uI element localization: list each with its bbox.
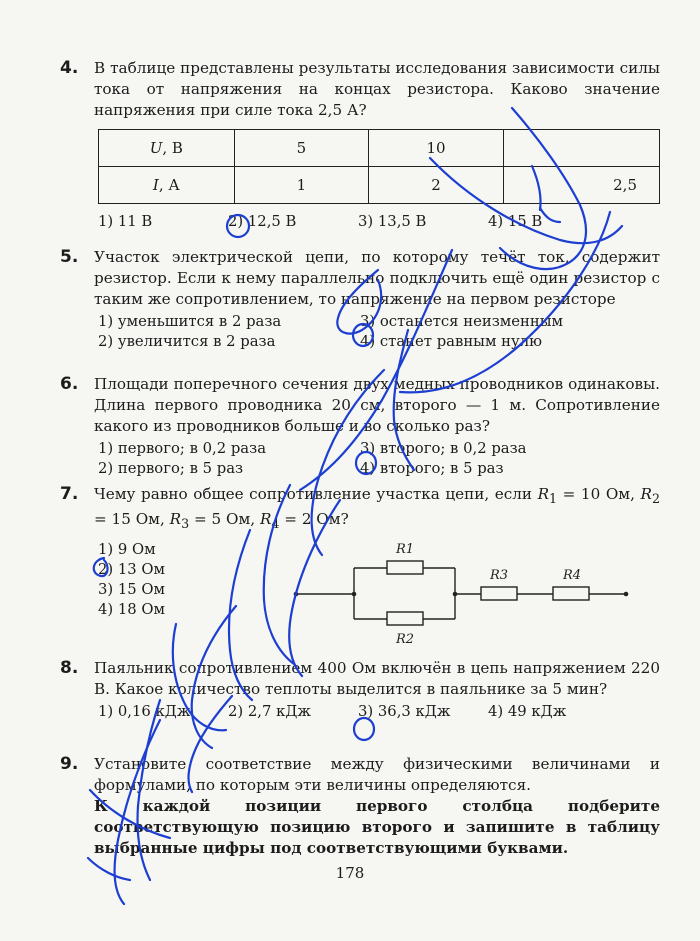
- page-number: 178: [335, 864, 365, 882]
- table-cell: 5: [234, 130, 368, 167]
- answer-option[interactable]: 2) первого; в 5 раз: [98, 460, 244, 477]
- answer-option[interactable]: 4) второго; в 5 раз: [360, 460, 504, 477]
- answer-option[interactable]: 2) 12,5 В: [228, 213, 297, 230]
- resistor-r1: [387, 561, 423, 574]
- answer-option[interactable]: 4) станет равным нулю: [360, 333, 543, 350]
- answer-option[interactable]: 3) 36,3 кДж: [358, 703, 451, 720]
- question-number: 7.: [60, 484, 79, 504]
- answer-option[interactable]: 3) 13,5 В: [358, 213, 427, 230]
- question-number: 6.: [60, 374, 79, 394]
- answer-option[interactable]: 2) увеличится в 2 раза: [98, 333, 276, 350]
- table-cell: 2: [369, 167, 504, 204]
- answer-option[interactable]: 1) 0,16 кДж: [98, 703, 191, 720]
- answer-option[interactable]: 1) 9 Ом: [98, 541, 156, 559]
- label-r3: R3: [490, 568, 509, 583]
- answer-option[interactable]: 2) 2,7 кДж: [228, 703, 312, 720]
- answer-option[interactable]: 3) останется неизменным: [360, 313, 564, 330]
- answer-option[interactable]: 4) 18 Ом: [98, 601, 166, 619]
- question-number: 5.: [60, 247, 79, 267]
- resistor-r3: [481, 587, 517, 600]
- answer-option[interactable]: 1) первого; в 0,2 раза: [98, 440, 267, 457]
- question-text: Установите соответствие между физическими величинами и формулами, по которым эти величины определяются.: [94, 755, 660, 794]
- question-text: Чему равно общее сопротивление участка цепи, если $R_1 = 10$ Ом, $R_2 = 15$ Ом, $R_3 = 5$ Ом, $R_4 = 2$ Ом?: [94, 485, 660, 532]
- answer-option[interactable]: 4) 15 В: [488, 213, 543, 230]
- label-r2: R2: [396, 632, 415, 647]
- question-number: 9.: [60, 754, 79, 774]
- label-r4: R4: [563, 568, 582, 583]
- resistor-r2: [387, 612, 423, 625]
- question-text: Паяльник сопротивлением 400 Ом включён в цепь напряжением 220 В. Какое количество теплоты выделится в паяльнике за 5 мин?: [94, 659, 660, 698]
- answer-option[interactable]: 3) 15 Ом: [98, 581, 166, 599]
- question-8: [60, 658, 660, 722]
- table-cell: 2,5: [503, 167, 659, 204]
- table-cell: 10: [369, 130, 504, 167]
- answer-option[interactable]: 3) второго; в 0,2 раза: [360, 440, 527, 457]
- answer-options: [98, 702, 660, 722]
- table-cell: 1: [234, 167, 368, 204]
- question-number: 8.: [60, 658, 79, 678]
- junction-node: [352, 592, 357, 597]
- table-header-cell: U, В: [99, 130, 235, 167]
- terminal-right: [624, 592, 629, 597]
- answer-option[interactable]: 1) 11 В: [98, 213, 153, 230]
- question-text: Площади поперечного сечения двух медных проводников одинаковы. Длина первого проводника 20 см, второго — 1 м. Сопротивление какого из проводников больше и во сколько раз?: [94, 375, 660, 435]
- answer-option[interactable]: 4) 49 кДж: [488, 703, 567, 720]
- question-text: В таблице представлены результаты исследования зависимости силы тока от напряжения на концах резистора. Каково значение напряжения при силе тока 2,5 А?: [94, 59, 660, 119]
- question-number: 4.: [60, 58, 79, 78]
- table-header-cell: I, А: [99, 167, 235, 204]
- resistor-r4: [553, 587, 589, 600]
- answer-option[interactable]: 2) 13 Ом: [98, 561, 166, 579]
- question-text: Участок электрической цепи, по которому течёт ток, содержит резистор. Если к нему параллельно подключить ещё один резистор с таким же сопротивлением, то напряжение на первом резисторе: [94, 248, 660, 308]
- answer-option[interactable]: 1) уменьшится в 2 раза: [98, 313, 282, 330]
- question-instruction: К каждой позиции первого столбца подберите соответствующую позицию второго и запишите в таблицу выбранные цифры под соответствующими буквами.: [94, 797, 660, 857]
- question-9: [60, 754, 660, 859]
- label-r1: R1: [396, 542, 415, 557]
- terminal-left: [294, 592, 299, 597]
- junction-node: [453, 592, 458, 597]
